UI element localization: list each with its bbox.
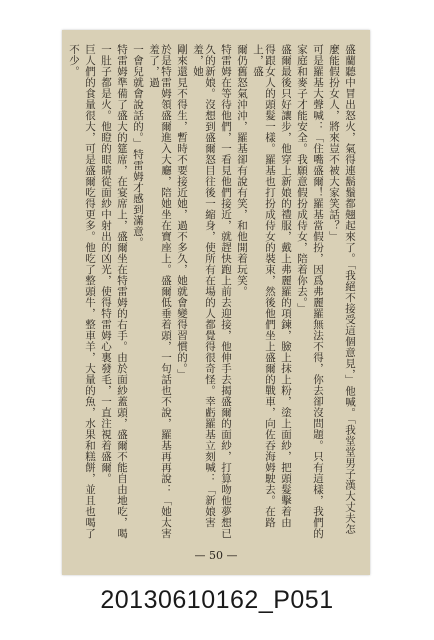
text-column: 於是特雷姆領盛爾進入大廳，陪她坐在寶座上。盛爾低垂着頭，一句話也不說，羅基再再說：「她太害羞了，過 [148, 44, 172, 539]
text-column: 盛藺聽中冒出怒火，氣得連鬍鬚都翹起來了。「我絕不接受這個意見，」他喊。「我堂堂男子漢大丈夫怎 [344, 44, 356, 535]
text-column: 一會兒就會說話的。」特雷姆才感到滿意。 [132, 44, 144, 248]
text-column: 爾仍舊怒氣沖沖，羅基卻有說有笑，和他開着玩笑。 [236, 44, 248, 297]
text-column: 一肚子都是火。他瞪的眼睛從面紗中射出的凶光，使得特雷姆心裏發毛，一直注視着盛爾。 [100, 44, 112, 484]
text-column: 可是羅基大聲喊：「住嘴盛爾！羅基當假扮，因爲弗麗羅無法不得，你去卻沒問題。只有這樣，我們的 [312, 44, 324, 539]
text-column: 特雷姆準備了盛大的筵席，在宴席上，盛爾坐在特雷姆的右手。由於面紗蓋頭，盛爾不能自由地吃，喝 [116, 44, 128, 539]
text-column: 巨人們的食量很大，可是盛爾吃得更多。他吃了整頭牛，整車羊，大量的魚，水果和糕餅，並且也喝了 [84, 44, 96, 539]
text-column: 家庭和麥子才能安全。我願意假扮成侍女，陪着你去。」 [296, 44, 308, 314]
vertical-text-body [68, 44, 356, 544]
scanned-page [62, 30, 370, 575]
text-column: 久的新娘。沒想到盛爾怒目往後一縮身，使所有在場的人都覺得很奇怪。幸虧羅基立刻喊：「新娘害羞，她 [192, 44, 216, 528]
text-column: 剛來還見不得生，暫時不要接近她，過不多久，她就會變得習慣的。」 [176, 44, 188, 380]
page-number: — 50 — [194, 549, 238, 562]
text-column: 得跟女人的頭髮一樣。羅基也打扮成侍女的裝束，然後他們坐上盛爾的戰車，向佐吞海姆駛去。在路上，盛 [252, 44, 276, 528]
text-column: 不少。 [68, 44, 80, 77]
image-caption: 20130610162_P051 [100, 586, 334, 614]
text-column: 麼能假扮女人，將來豈不被大家笑話？」 [328, 44, 340, 242]
text-column: 盛爾最後只好讓步，他穿上新娘的禮服，戴上弗麗羅的項鍊，臉上抹上粉，塗上面紗，把頭髮擊着由 [280, 44, 292, 528]
text-column: 特雷姆在等待他們，一看見他們接近，就趕快跑上前去迎接，他伸手去揭盛爾的面紗，打算吻他夢想已 [220, 44, 232, 539]
